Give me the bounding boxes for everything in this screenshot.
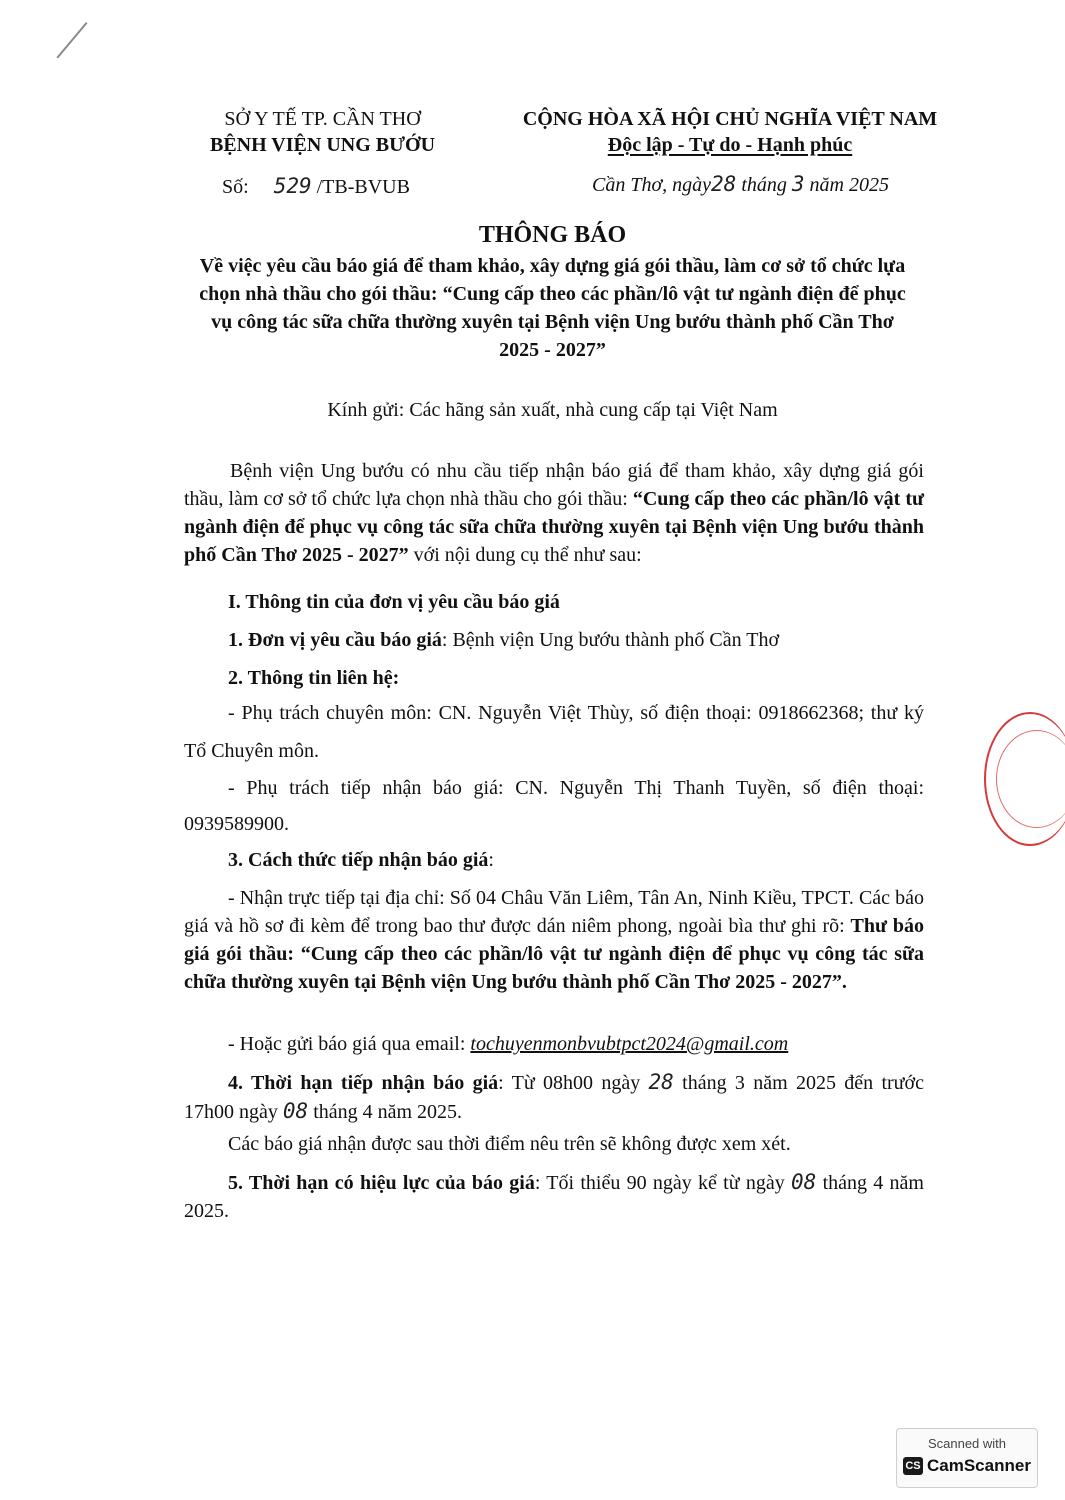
late-note: Các báo giá nhận được sau thời điểm nêu trên sẽ không được xem xét. [228,1133,791,1155]
item-5-text-2: tháng 4 năm 2025. [184,1172,924,1222]
doc-no-suffix: /TB-BVUB [316,176,410,198]
item-4-day-1: 28 [648,1070,674,1094]
watermark-top-text: Scanned with [927,1436,1007,1451]
contact-1: - Phụ trách chuyên môn: CN. Nguyễn Việt Thùy, số điện thoại: 0918662368; thư ký Tổ Chuyên môn. [184,702,924,762]
place-date [592,172,889,197]
year-label: năm 2025 [809,174,889,196]
item-5-text-1: : Tối thiểu 90 ngày kể từ ngày [534,1172,791,1194]
date-month: 3 [791,172,805,196]
recipient: Kính gửi: Các hãng sản xuất, nhà cung cấp tại Việt Nam [327,399,778,421]
motto: Độc lập - Tự do - Hạnh phúc [607,134,853,156]
item-4-label: 4. Thời hạn tiếp nhận báo giá [228,1072,499,1094]
item-5 [184,1168,924,1225]
section-heading: I. Thông tin của đơn vị yêu cầu báo giá [228,591,560,613]
email-line [184,1030,924,1058]
item-5-label: 5. Thời hạn có hiệu lực của báo giá [228,1172,535,1194]
hospital-name: BỆNH VIỆN UNG BƯỚU [209,134,436,156]
intro-paragraph [184,457,924,569]
envelope-label: Thư báo giá gói thầu: “Cung cấp theo các phần/lô vật tư ngành điện để phục vụ công tác sữa chữa thường xuyên tại Bệnh viện Ung bướu thành phố Cần Thơ 2025 - 2027”. [184,915,924,993]
item-4-text-2: tháng 3 năm 2025 đến trước 17h00 ngày [184,1072,924,1123]
item-3-colon: : [488,849,494,871]
month-label: tháng [741,174,787,196]
item-3-label: 3. Cách thức tiếp nhận báo giá [228,849,489,871]
pen-mark [56,22,87,59]
intro-text: Bệnh viện Ung bướu có nhu cầu tiếp nhận báo giá để tham khảo, xây dựng giá gói thầu, làm cơ sở tổ chức lựa chọn nhà thầu cho gói thầu: [184,460,924,510]
national-motto [490,106,970,158]
document-title: THÔNG BÁO [478,222,627,248]
country-name: CỘNG HÒA XÃ HỘI CHỦ NGHĨA VIỆT NAM [522,108,938,130]
doc-no-label: Số: [222,176,249,198]
document-number [222,174,410,199]
department-name: SỞ Y TẾ TP. CẦN THƠ [224,108,421,130]
doc-no-handwritten: 529 [273,174,312,198]
item-4-day-2: 08 [282,1099,309,1123]
item-2-label: 2. Thông tin liên hệ: [228,667,400,689]
place-date-prefix: Cần Thơ, ngày [592,174,712,196]
item-4 [184,1068,924,1126]
camscanner-watermark [896,1428,1038,1488]
item-3 [184,846,924,874]
camscanner-logo-icon: CS [903,1457,923,1475]
item-4-text-3: tháng 4 năm 2025. [308,1101,463,1123]
issuing-authority [180,106,465,158]
item-5-day: 08 [791,1170,817,1194]
email-link[interactable]: tochuyenmonbvubtpct2024@gmail.com [470,1033,789,1055]
email-prefix: - Hoặc gửi báo giá qua email: [228,1033,471,1055]
date-day: 28 [711,172,737,196]
item-1 [184,626,924,654]
item-4-text-1: : Từ 08h00 ngày [498,1072,649,1094]
document-subject: Về việc yêu cầu báo giá để tham khảo, xây dựng giá gói thầu, làm cơ sở tổ chức lựa chọn nhà thầu cho gói thầu: “Cung cấp theo các phần/lô vật tư ngành điện để phục vụ công tác sữa chữa thường xuyên tại Bệnh viện Ung bướu thành phố Cần Thơ 2025 - 2027” [199,255,906,361]
direct-delivery-text: - Nhận trực tiếp tại địa chỉ: Số 04 Châu Văn Liêm, Tân An, Ninh Kiều, TPCT. Các báo giá và hồ sơ đi kèm để trong bao thư được dán niêm phong, ngoài bìa thư ghi rõ: [184,887,924,937]
intro-tail: với nội dung cụ thể như sau: [408,544,642,566]
item-1-value: : Bệnh viện Ung bướu thành phố Cần Thơ [441,629,780,651]
item-1-label: 1. Đơn vị yêu cầu báo giá [228,629,442,651]
direct-delivery [184,884,924,996]
intro-package-name: “Cung cấp theo các phần/lô vật tư ngành điện để phục vụ công tác sữa chữa thường xuyên tại Bệnh viện Ung bướu thành phố Cần Thơ 2025 - 2027” [184,488,924,566]
watermark-brand: CamScanner [927,1456,1031,1475]
contact-2: - Phụ trách tiếp nhận báo giá: CN. Nguyễn Thị Thanh Tuyền, số điện thoại: 0939589900. [184,777,924,835]
